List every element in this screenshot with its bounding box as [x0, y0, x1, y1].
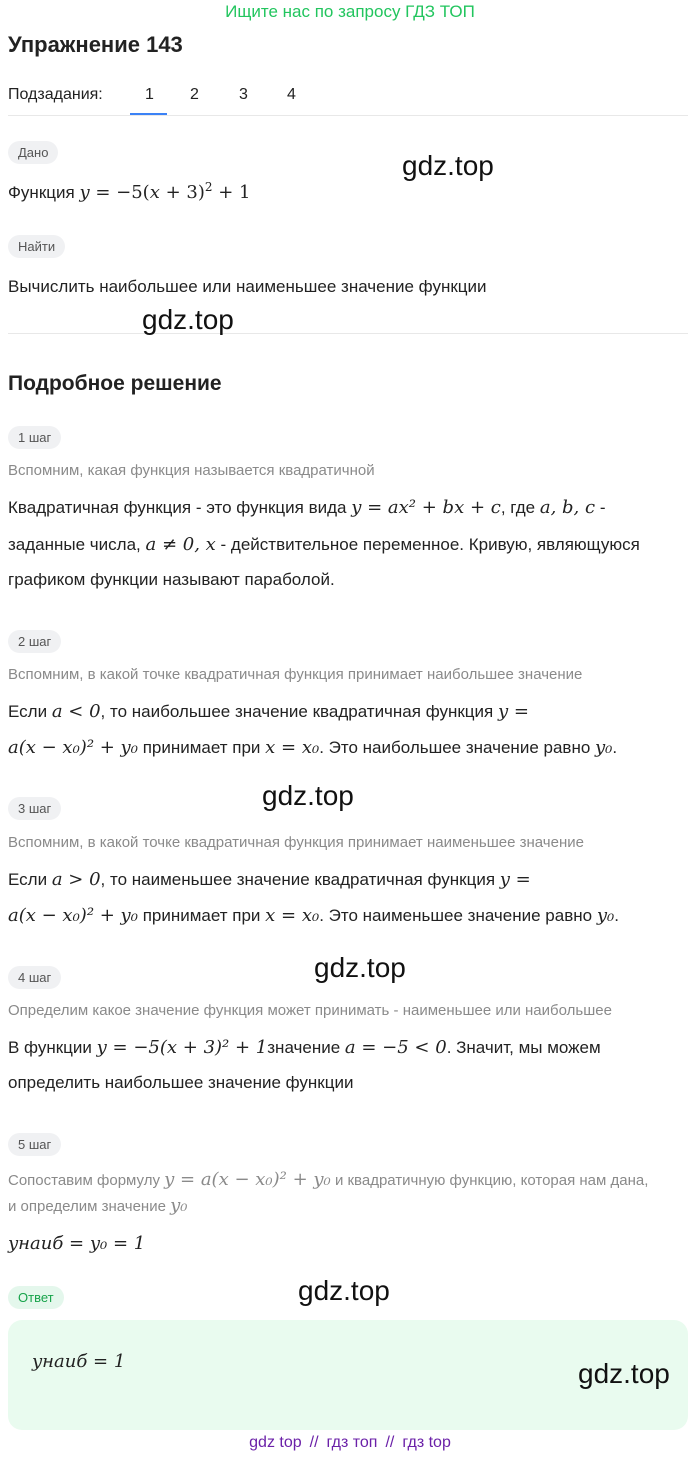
- answer-badge: Ответ: [8, 1286, 64, 1309]
- footer-separator: //: [385, 1434, 395, 1451]
- watermark: gdz.top: [142, 304, 234, 335]
- tab-3[interactable]: 3: [239, 86, 248, 103]
- page-title: Упражнение 143: [8, 32, 183, 57]
- given-badge-wrap: [8, 141, 58, 164]
- find-text: Вычислить наибольшее или наименьшее значение функции: [8, 277, 487, 296]
- step-1-badge: 1 шаг: [8, 426, 61, 449]
- step-5-result: yнаиб = y₀ = 1: [8, 1233, 146, 1254]
- watermark: gdz.top: [314, 952, 406, 983]
- tabs-divider: [8, 115, 688, 116]
- given-prefix: Функция: [8, 183, 75, 202]
- watermark: gdz.top: [262, 780, 354, 811]
- footer-links: [0, 1434, 700, 1452]
- step-2-line-1: Если a < 0, то наибольшее значение квадратичная функция y =: [8, 701, 529, 722]
- find-badge-wrap: [8, 235, 65, 258]
- step-1-hint: Вспомним, какая функция называется квадратичной: [8, 462, 375, 479]
- given-badge: Дано: [8, 141, 58, 164]
- given-line: [8, 180, 250, 203]
- step-5-hint-2: и определим значение y₀: [8, 1195, 188, 1216]
- subtasks-label: Подзадания:: [8, 86, 103, 103]
- step-2-line-2: a(x − x₀)² + y₀ принимает при x = x₀. Это наибольшее значение равно y₀.: [8, 737, 618, 758]
- answer-formula: yнаиб = 1: [32, 1351, 126, 1372]
- step-4-badge: 4 шаг: [8, 966, 61, 989]
- step-3-line-2: a(x − x₀)² + y₀ принимает при x = x₀. Это наименьшее значение равно y₀.: [8, 905, 619, 926]
- step-2-hint: Вспомним, в какой точке квадратичная функция принимает наибольшее значение: [8, 666, 583, 683]
- watermark: gdz.top: [298, 1275, 390, 1306]
- step-5-badge: 5 шаг: [8, 1133, 61, 1156]
- step-1-line-1: Квадратичная функция - это функция вида y = ax² + bx + c, где a, b, c -: [8, 497, 606, 518]
- footer-link-1[interactable]: gdz top: [249, 1434, 302, 1451]
- step-1-line-2: заданные числа, a ≠ 0, x - действительное переменное. Кривую, являющуюся: [8, 534, 640, 555]
- step-3-hint: Вспомним, в какой точке квадратичная функция принимает наименьшее значение: [8, 834, 584, 851]
- watermark: gdz.top: [402, 150, 494, 181]
- step-3-line-1: Если a > 0, то наименьшее значение квадратичная функция y =: [8, 869, 531, 890]
- given-formula: $y = -5(x + 3)^2 + 1$: [79, 180, 251, 203]
- footer-link-2[interactable]: гдз топ: [326, 1434, 378, 1451]
- find-divider: [8, 333, 688, 334]
- footer-link-3[interactable]: гдз top: [402, 1434, 451, 1451]
- step-2-badge: 2 шаг: [8, 630, 61, 653]
- solution-title: Подробное решение: [8, 372, 222, 395]
- step-4-hint: Определим какое значение функция может принимать - наименьшее или наибольшее: [8, 1002, 612, 1019]
- step-4-line-2: определить наибольшее значение функции: [8, 1073, 354, 1092]
- watermark: gdz.top: [578, 1358, 670, 1389]
- step-1-line-3: графиком функции называют параболой.: [8, 570, 335, 589]
- step-3-badge: 3 шаг: [8, 797, 61, 820]
- tab-2[interactable]: 2: [190, 86, 199, 103]
- step-4-line-1: В функции y = −5(x + 3)² + 1значение a = −5 < 0. Значит, мы можем: [8, 1037, 601, 1058]
- find-badge: Найти: [8, 235, 65, 258]
- step-5-hint-1: Сопоставим формулу y = a(x − x₀)² + y₀ и квадратичную функцию, которая нам дана,: [8, 1169, 649, 1190]
- tab-4[interactable]: 4: [287, 86, 296, 103]
- footer-separator: //: [309, 1434, 319, 1451]
- tab-1[interactable]: 1: [145, 86, 154, 103]
- search-banner[interactable]: Ищите нас по запросу ГДЗ ТОП: [225, 2, 475, 21]
